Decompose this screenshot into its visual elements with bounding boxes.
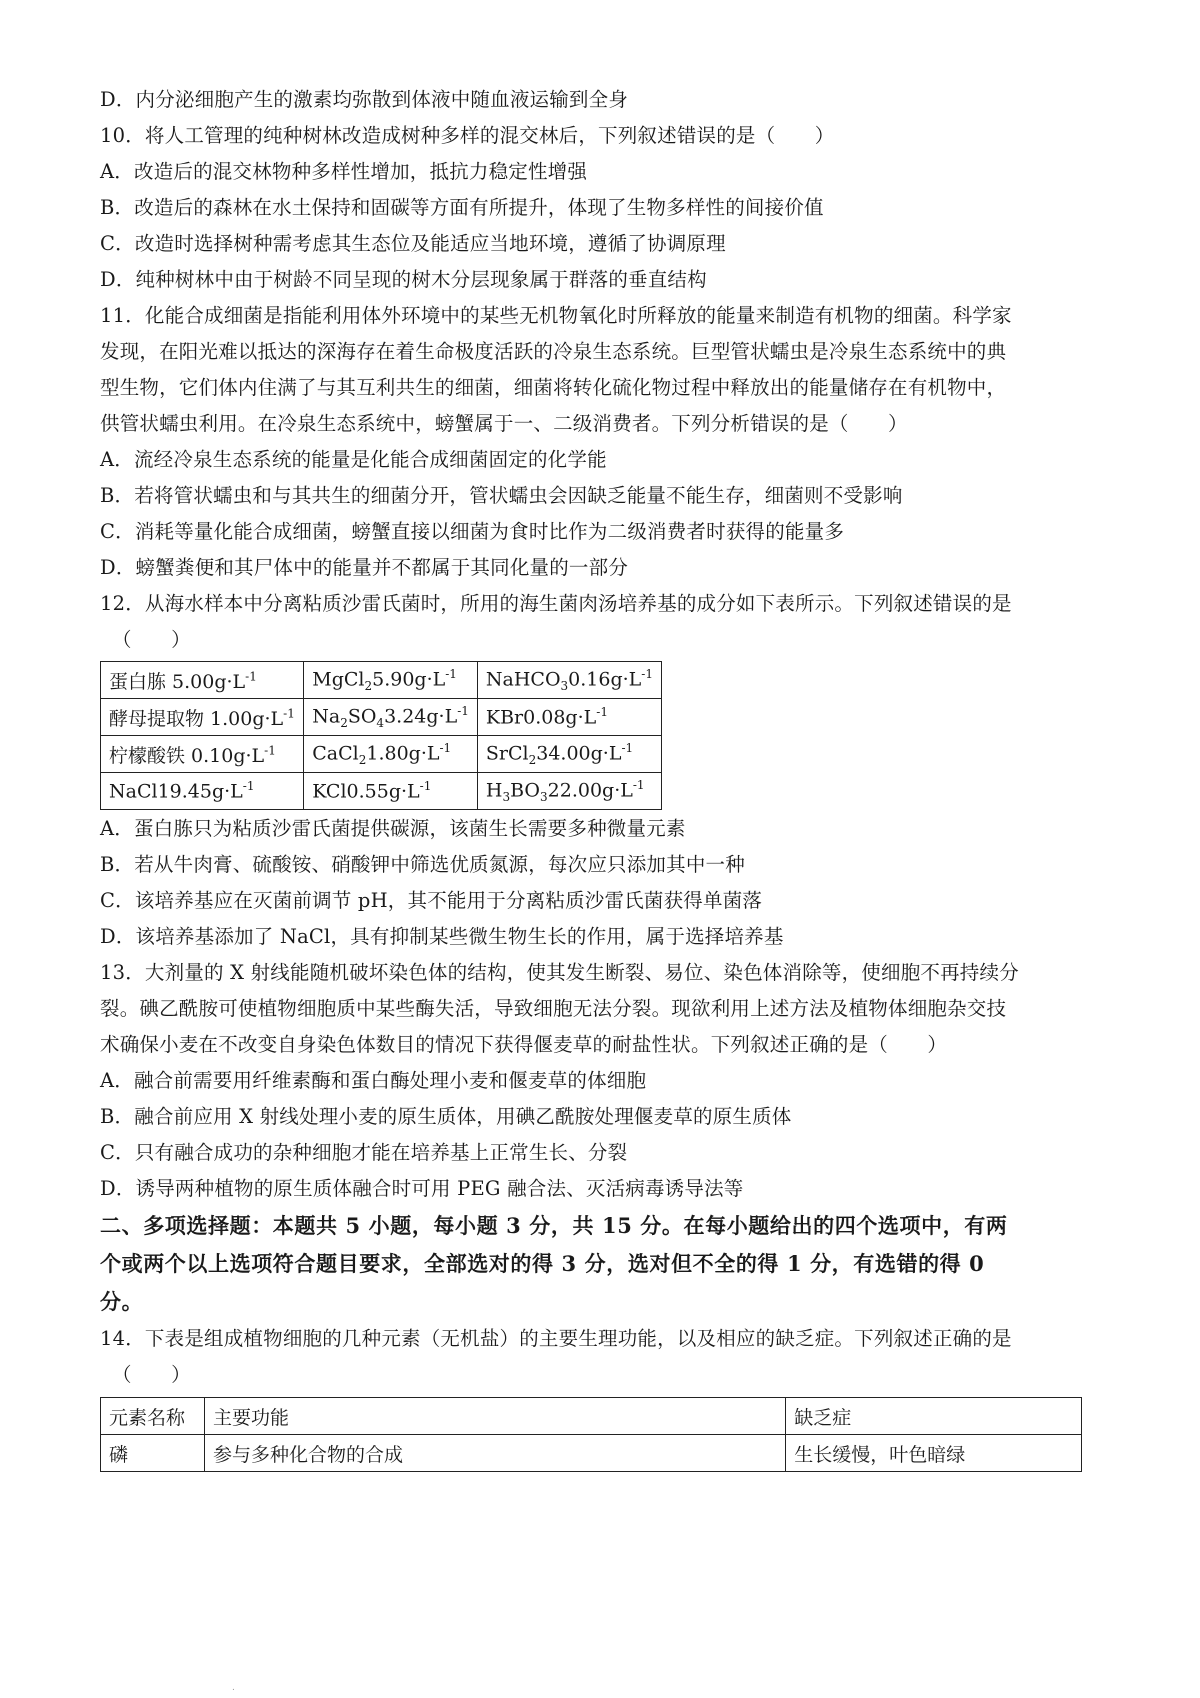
table-cell: 柠檬酸铁 $0.10g\cdot L^{-1}$ [101,736,304,773]
table-cell: $NaCl19.45g\cdot L^{-1}$ [101,773,304,810]
table-header-cell: 主要功能 [204,1398,785,1435]
footer-mark: . [232,1683,235,1693]
q13-option-c: C．只有融合成功的杂种细胞才能在培养基上正常生长、分裂 [100,1141,628,1164]
table-header-cell: 缺乏症 [786,1398,1082,1435]
table-cell: 蛋白胨 $5.00g\cdot L^{-1}$ [101,662,304,699]
table-cell: $KBr0.08g\cdot L^{-1}$ [477,699,661,736]
q13-option-b: B．融合前应用 X 射线处理小麦的原生质体，用碘乙酰胺处理偃麦草的原生质体 [100,1105,792,1128]
q10-option-c: C．改造时选择树种需考虑其生态位及能适应当地环境，遵循了协调原理 [100,232,726,255]
table-cell: $SrCl_234.00g\cdot L^{-1}$ [477,736,661,773]
q10-option-b: B．改造后的森林在水土保持和固碳等方面有所提升，体现了生物多样性的间接价值 [100,196,824,219]
q14-stem-line1: 14．下表是组成植物细胞的几种元素（无机盐）的主要生理功能，以及相应的缺乏症。下列叙述正确的是 [100,1327,1012,1350]
q11-stem-line3: 型生物，它们体内住满了与其互利共生的细菌，细菌将转化硫化物过程中释放出的能量储存在有机物中， [100,376,1007,399]
q12-stem-line1: 12．从海水样本中分离粘质沙雷氏菌时，所用的海生菌肉汤培养基的成分如下表所示。下列叙述错误的是 [100,592,1012,615]
q11-option-d: D．螃蟹粪便和其尸体中的能量并不都属于其同化量的一部分 [100,556,629,579]
medium-composition-table [100,661,662,810]
table-cell: 参与多种化合物的合成 [204,1435,785,1472]
table-row [101,773,662,810]
table-row [101,1435,1082,1472]
q12-option-b: B．若从牛肉膏、硫酸铵、硝酸钾中筛选优质氮源，每次应只添加其中一种 [100,853,745,876]
q10-stem: 10．将人工管理的纯种树林改造成树种多样的混交林后，下列叙述错误的是（ ） [100,124,835,147]
q12-option-d: D．该培养基添加了 NaCl，具有抑制某些微生物生长的作用，属于选择培养基 [100,925,784,948]
q11-option-a: A．流经冷泉生态系统的能量是化能合成细菌固定的化学能 [100,448,607,471]
table-row [101,699,662,736]
q12-option-a: A．蛋白胨只为粘质沙雷氏菌提供碳源，该菌生长需要多种微量元素 [100,817,686,840]
q13-stem-line2: 裂。碘乙酰胺可使植物细胞质中某些酶失活，导致细胞无法分裂。现欲利用上述方法及植物体细胞杂交技 [100,997,1007,1020]
q13-option-d: D．诱导两种植物的原生质体融合时可用 PEG 融合法、灭活病毒诱导法等 [100,1177,744,1200]
q11-option-c: C．消耗等量化能合成细菌，螃蟹直接以细菌为食时比作为二级消费者时获得的能量多 [100,520,845,543]
q11-option-b: B．若将管状蠕虫和与其共生的细菌分开，管状蠕虫会因缺乏能量不能生存，细菌则不受影响 [100,484,903,507]
table-row [101,736,662,773]
table-cell: 生长缓慢，叶色暗绿 [786,1435,1082,1472]
table-cell: 酵母提取物 $1.00g\cdot L^{-1}$ [101,699,304,736]
table-cell: $NaHCO_30.16g\cdot L^{-1}$ [477,662,661,699]
section2-heading-line1: 二、多项选择题：本题共 5 小题，每小题 3 分，共 15 分。在每小题给出的四个选项中，有两 [100,1213,1008,1238]
q11-stem-line1: 11．化能合成细菌是指能利用体外环境中的某些无机物氧化时所释放的能量来制造有机物的细菌。科学家 [100,304,1012,327]
table-cell: $CaCl_21.80g\cdot L^{-1}$ [304,736,478,773]
q12-option-c: C．该培养基应在灭菌前调节 pH，其不能用于分离粘质沙雷氏菌获得单菌落 [100,889,763,912]
q10-option-d: D．纯种树林中由于树龄不同呈现的树木分层现象属于群落的垂直结构 [100,268,707,291]
q13-stem-line1: 13．大剂量的 X 射线能随机破坏染色体的结构，使其发生断裂、易位、染色体消除等，使细胞不再持续分 [100,961,1019,984]
q14-stem-line2: （ ） [112,1363,191,1386]
q11-stem-line2: 发现，在阳光难以抵达的深海存在着生命极度活跃的冷泉生态系统。巨型管状蠕虫是冷泉生态系统中的典 [100,340,1007,363]
section2-heading-line2: 个或两个以上选项符合题目要求，全部选对的得 3 分，选对但不全的得 1 分，有选错的得 0 [100,1251,985,1276]
table-cell: $MgCl_25.90g\cdot L^{-1}$ [304,662,478,699]
q13-stem-line3: 术确保小麦在不改变自身染色体数目的情况下获得偃麦草的耐盐性状。下列叙述正确的是（ ） [100,1033,948,1056]
q12-stem-line2: （ ） [112,628,191,651]
table-row [101,662,662,699]
q9-option-d: D．内分泌细胞产生的激素均弥散到体液中随血液运输到全身 [100,88,629,111]
table-cell: $Na_2SO_43.24g\cdot L^{-1}$ [304,699,478,736]
table-header-cell: 元素名称 [101,1398,205,1435]
table-cell: 磷 [101,1435,205,1472]
q11-stem-line4: 供管状蠕虫利用。在冷泉生态系统中，螃蟹属于一、二级消费者。下列分析错误的是（ ） [100,412,908,435]
q10-option-a: A．改造后的混交林物种多样性增加，抵抗力稳定性增强 [100,160,588,183]
element-function-table [100,1397,1082,1472]
section2-heading-line3: 分。 [100,1289,144,1314]
table-cell: $H_3BO_322.00g\cdot L^{-1}$ [477,773,661,810]
q13-option-a: A．融合前需要用纤维素酶和蛋白酶处理小麦和偃麦草的体细胞 [100,1069,647,1092]
table-cell: $KCl0.55g\cdot L^{-1}$ [304,773,478,810]
table-header-row [101,1398,1082,1435]
